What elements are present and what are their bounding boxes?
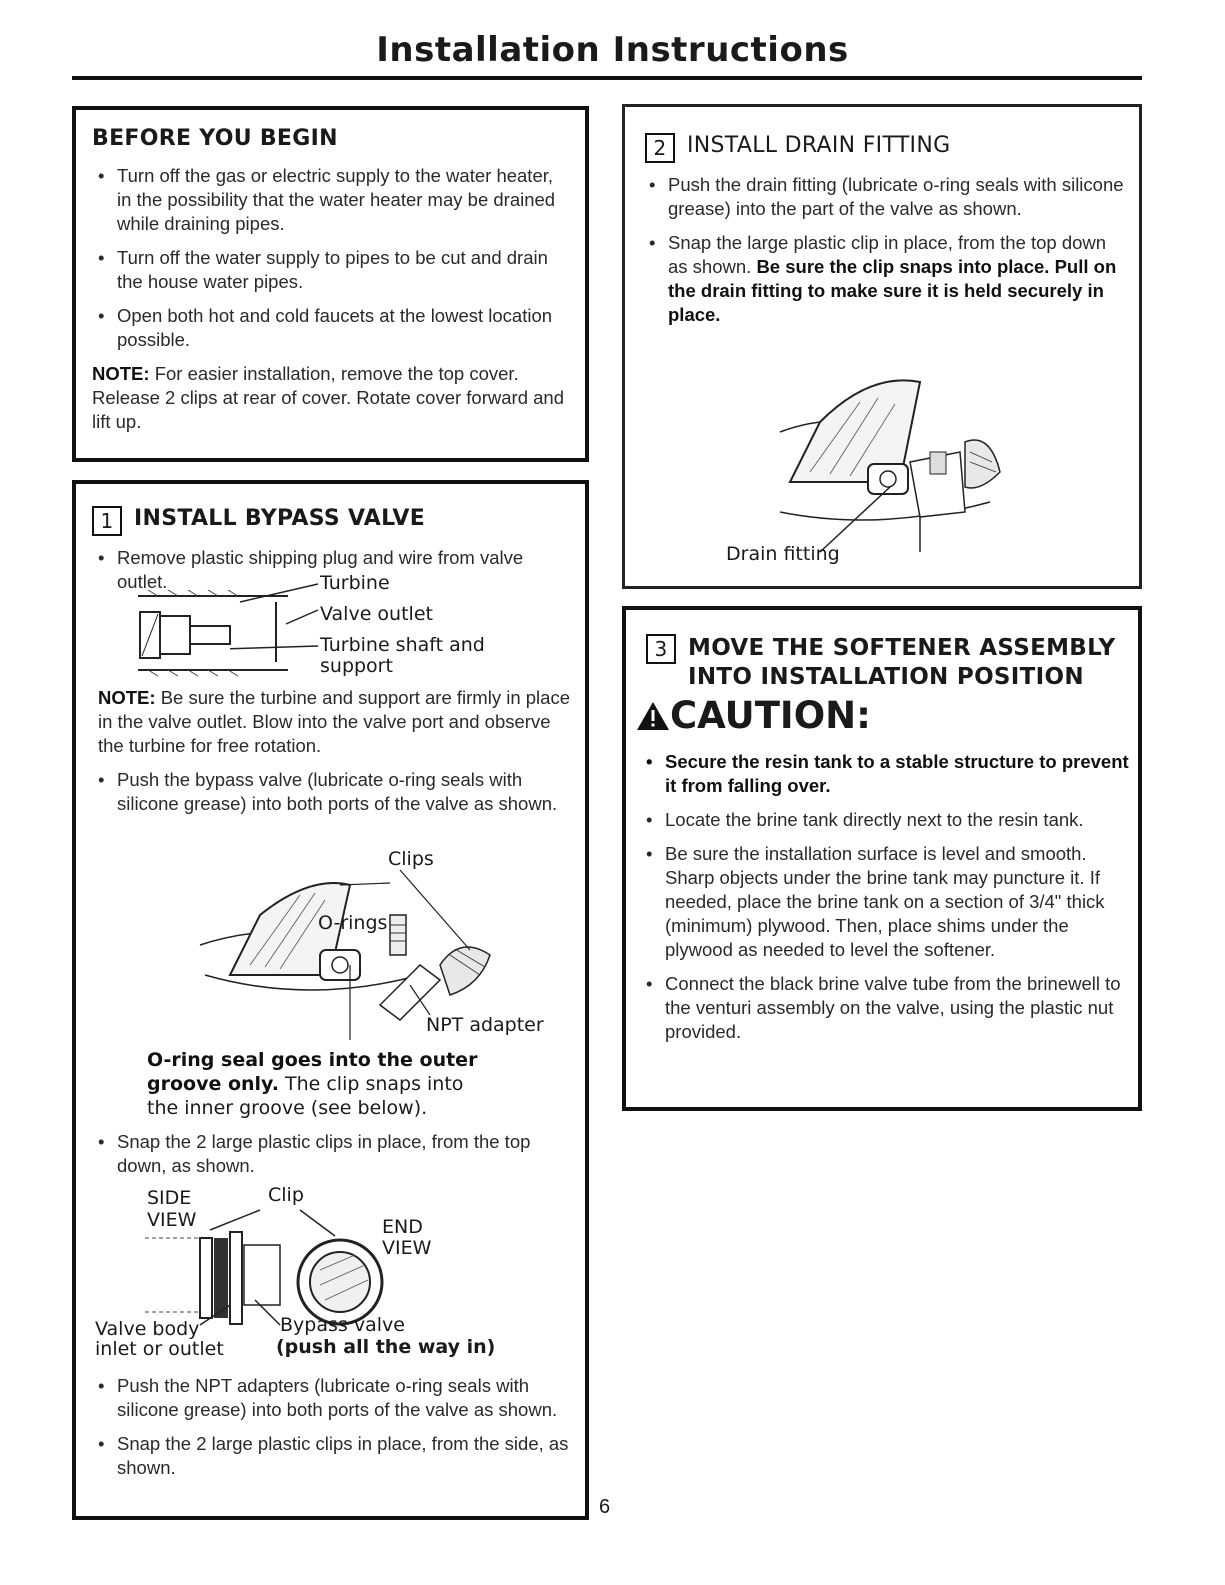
step2-heading [645,133,950,163]
step3-heading [646,634,1115,692]
step1-list-d [92,1374,577,1490]
list-item: • Locate the brine tank directly next to the resin tank. [640,808,1130,832]
before-you-begin-box [72,106,589,462]
list-item-text: Snap the large plastic clip in place, from the top down as shown. [668,232,1107,277]
label-clip: Clip [268,1184,304,1206]
step1-list-b [92,768,577,826]
drain-fitting-diagram [760,362,1020,562]
list-item: • Push the drain fitting (lubricate o-ring seals with silicone grease) into the part of the valve as shown. [643,173,1128,221]
note-text: Be sure the turbine and support are firmly in place in the valve outlet. Blow into the valve port and observe the turbine for free rotation. [98,687,570,756]
step3-number: 3 [646,634,676,664]
page-title: Installation Instructions [376,30,849,70]
turbine-leaders [230,580,330,670]
step3-title-2: INTO INSTALLATION POSITION [688,664,1084,690]
title-rule [72,76,1142,80]
step2-number: 2 [645,133,675,163]
label-valve-body: Valve body [95,1318,200,1340]
caution-text: CAUTION: [670,694,871,737]
caption-text: The clip snaps into [278,1073,464,1095]
label-valve-outlet: Valve outlet [320,603,433,625]
before-you-begin-heading: BEFORE YOU BEGIN [92,126,338,151]
list-item-bold: • Secure the resin tank to a stable structure to prevent it from falling over. [640,750,1130,798]
label-support: support [320,655,393,677]
caption-bold: groove only. [147,1073,279,1095]
list-item: • Connect the black brine valve tube from the brinewell to the venturi assembly on the valve, using the plastic nut provided. [640,972,1130,1044]
list-item: • Snap the 2 large plastic clips in place, from the top down, as shown. [92,1130,562,1178]
label-clips: Clips [388,848,434,870]
before-you-begin-list [92,164,569,352]
step2-title: INSTALL DRAIN FITTING [687,133,951,158]
list-item: • Push the bypass valve (lubricate o-ring seals with silicone grease) into both ports of the valve as shown. [92,768,577,816]
label-side: SIDE [147,1187,192,1209]
list-item-bold: Be sure the clip snaps into place. Pull on the drain fitting to make sure it is held securely in place. [668,256,1117,325]
label-npt-adapter: NPT adapter [426,1014,544,1036]
label-bypass-valve: Bypass valve [280,1314,405,1336]
label-orings: O-rings [318,912,388,934]
before-you-begin-note [92,362,569,434]
list-item: • Be sure the installation surface is level and smooth. Sharp objects under the brine tank may puncture it. If needed, place the brine tank on a section of 3/4" thick (minimum) plywood. Then, place shims under the plywood as needed to level the softener. [640,842,1130,962]
list-item: • Turn off the water supply to pipes to be cut and drain the house water pipes. [92,246,569,294]
list-item: • Snap the 2 large plastic clips in place, from the side, as shown. [92,1432,577,1480]
label-turbine: Turbine [320,572,390,594]
step1-number: 1 [92,506,122,536]
list-item: • Turn off the gas or electric supply to the water heater, in the possibility that the water heater may be drained while draining pipes. [92,164,569,236]
list-item [643,231,1128,327]
caption-bold: O-ring seal goes into the outer [147,1049,478,1071]
page-number: 6 [599,1496,611,1518]
step3-title-1: MOVE THE SOFTENER ASSEMBLY [688,635,1116,661]
label-turbine-shaft: Turbine shaft and [320,634,485,656]
step3-box [622,606,1142,1111]
step2-list [643,173,1128,337]
label-inlet-outlet: inlet or outlet [95,1338,224,1360]
caption-text: the inner groove (see below). [147,1097,428,1119]
list-item-text: Remove plastic shipping plug and wire from valve [117,547,524,568]
label-side-view: VIEW [147,1209,197,1231]
warning-icon [636,701,670,731]
note-text: For easier installation, remove the top cover. Release 2 clips at rear of cover. Rotate cover forward and lift up. [92,363,564,432]
label-end-view: VIEW [382,1237,432,1259]
list-item-text-end: outlet. [117,571,168,592]
label-end: END [382,1216,423,1238]
step1-figure-caption [147,1048,477,1120]
list-item: • Open both hot and cold faucets at the lowest location possible. [92,304,569,352]
note-label: NOTE: [92,363,150,384]
step1-title: INSTALL BYPASS VALVE [134,506,426,531]
caution-heading [636,694,871,737]
step1-list-c [92,1130,562,1188]
step1-note [98,686,578,758]
label-drain-fitting: Drain fitting [726,543,840,565]
step1-heading [92,506,425,536]
label-push-all-the-way: (push all the way in) [276,1336,496,1358]
list-item: • Push the NPT adapters (lubricate o-ring seals with silicone grease) into both ports of the valve as shown. [92,1374,577,1422]
note-label: NOTE: [98,687,156,708]
step3-list [640,750,1130,1054]
